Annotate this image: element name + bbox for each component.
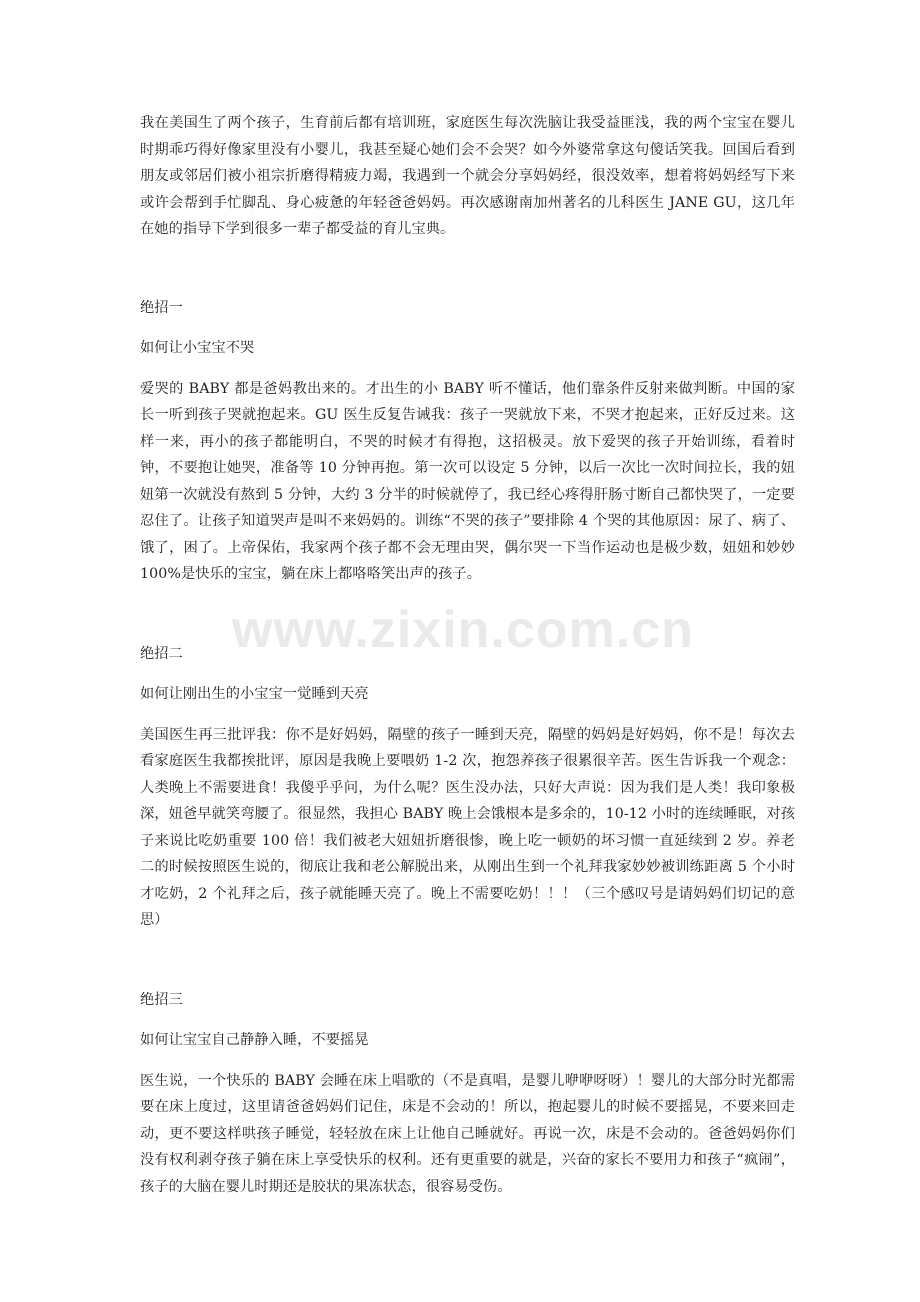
intro-paragraph: 我在美国生了两个孩子，生育前后都有培训班，家庭医生每次洗脑让我受益匪浅，我的两个宝宝在婴儿时期乖巧得好像家里没有小婴儿，我甚至疑心她们会不会哭？如今外婆常拿这句傻话笑我。回国后看到朋友或邻居们被小祖宗折磨得精疲力竭，我遇到一个就会分享妈妈经，很没效率，想着将妈妈经写下来或许会帮到手忙脚乱、身心疲惫的年轻爸爸妈妈。再次感谢南加州著名的儿科医生 JANE GU，这几年在她的指导下学到很多一辈子都受益的育儿宝典。 [140, 115, 795, 237]
watermark: www.zixin.com.cn [232, 601, 694, 659]
section-label: 绝招二 [140, 645, 183, 662]
article-content [140, 110, 795, 1253]
section-body: 爱哭的 BABY 都是爸妈教出来的。才出生的小 BABY 听不懂话，他们靠条件反射来做判断。中国的家长一听到孩子哭就抱起来。GU 医生反复告诫我：孩子一哭就放下来，不哭才抱起来，正好反过来。这样一来，再小的孩子都能明白，不哭的时候才有得抱，这招极灵。放下爱哭的孩子开始训练，看着时钟，不要抱让她哭，准备等 10 分钟再抱。第一次可以设定 5 分钟，以后一次比一次时间拉长，我的妞妞第一次就没有熬到 5 分钟，大约 3 分半的时候就停了，我已经心疼得肝肠寸断自己都快哭了，一定要忍住了。让孩子知道哭声是叫不来妈妈的。训练“不哭的孩子”要排除 4 个哭的其他原因：尿了、病了、饿了，困了。上帝保佑，我家两个孩子都不会无理由哭，偶尔哭一下当作运动也是极少数，妞妞和妙妙 100%是快乐的宝宝，躺在床上都咯咯笑出声的孩子。 [140, 380, 795, 582]
section-body: 医生说，一个快乐的 BABY 会睡在床上唱歌的（不是真唱，是婴儿咿咿呀呀）！婴儿的大部分时光都需要在床上度过，这里请爸爸妈妈们记住，床是不会动的！所以，抱起婴儿的时候不要摇晃，不要来回走动，更不要这样哄孩子睡觉，轻轻放在床上让他自己睡就好。再说一次，床是不会动的。爸爸妈妈你们没有权利剥夺孩子躺在床上享受快乐的权利。还有更重要的就是，兴奋的家长不要用力和孩子“疯闹”，孩子的大脑在婴儿时期还是胶状的果冻状态，很容易受伤。 [140, 1072, 795, 1195]
section-2 [140, 641, 795, 934]
section-1 [140, 295, 795, 588]
section-label: 绝招一 [140, 299, 183, 316]
section-title: 如何让刚出生的小宝宝一觉睡到天亮 [140, 686, 369, 702]
section-title: 如何让小宝宝不哭 [140, 340, 255, 356]
section-body: 美国医生再三批评我：你不是好妈妈，隔壁的孩子一睡到天亮，隔壁的妈妈是好妈妈，你不是！每次去看家庭医生我都挨批评，原因是我晚上要喂奶 1-2 次，抱怨养孩子很累很辛苦。医生告诉我一个观念：人类晚上不需要进食！我傻乎乎问，为什么呢？医生没办法，只好大声说：因为我们是人类！我印象极深，妞爸早就笑弯腰了。很显然，我担心 BABY 晚上会饿根本是多余的，10-12 小时的连续睡眠，对孩子来说比吃奶重要 100 倍！我们被老大妞妞折磨很惨，晚上吃一顿奶的坏习惯一直延续到 2 岁。养老二的时候按照医生说的，彻底让我和老公解脱出来，从刚出生到一个礼拜我家妙妙被训练距离 5 个小时才吃奶，2 个礼拜之后，孩子就能睡天亮了。晚上不需要吃奶！！！（三个感叹号是请妈妈们切记的意思） [140, 726, 795, 928]
section-title: 如何让宝宝自己静静入睡，不要摇晃 [140, 1032, 369, 1048]
section-label: 绝招三 [140, 991, 183, 1008]
section-3 [140, 987, 795, 1201]
